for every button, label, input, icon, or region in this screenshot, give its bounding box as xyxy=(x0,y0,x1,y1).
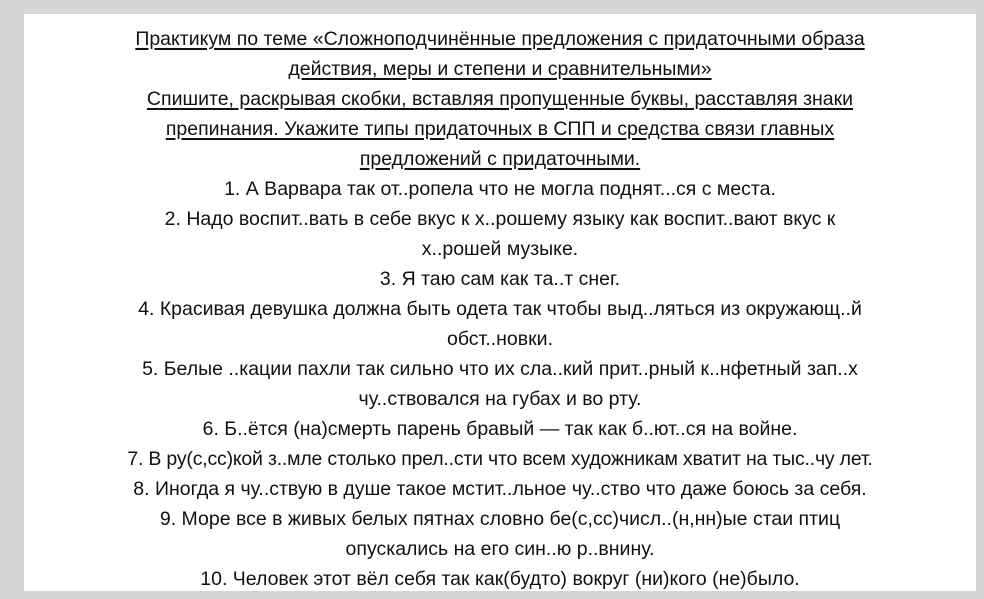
exercise-4-line-1: 4. Красивая девушка должна быть одета так чтобы выд..ляться из окружающ..й xyxy=(138,298,862,320)
exercise-3: 3. Я таю сам как та..т снег. xyxy=(379,268,621,290)
instruction-line-3: предложений с придаточными. xyxy=(359,148,641,170)
exercise-10: 10. Человек этот вёл себя так как(будто) вокруг (ни)кого (не)было. xyxy=(200,568,800,590)
exercise-4-line-2: обст..новки. xyxy=(447,328,553,350)
exercise-2-line-1: 2. Надо воспит..вать в себе вкус к х..рошему языку как воспит..вают вкус к xyxy=(164,208,836,230)
instruction-line-2: препинания. Укажите типы придаточных в СПП и средства связи главных xyxy=(165,118,835,140)
exercise-7: 7. В ру(с,сс)кой з..мле столько прел..сти что всем художникам хватит на тыс..чу лет. xyxy=(127,448,873,470)
exercise-9-line-1: 9. Море все в живых белых пятнах словно бе(с,сс)числ..(н,нн)ые стаи птиц xyxy=(159,508,841,530)
exercise-6: 6. Б..ётся (на)смерть парень бравый — так как б..ют..ся на войне. xyxy=(202,418,798,440)
heading-line-2: действия, меры и степени и сравнительными» xyxy=(288,58,712,80)
exercise-5-line-1: 5. Белые ..кации пахли так сильно что их сла..кий прит..рный к..нфетный зап..х xyxy=(142,358,858,380)
exercise-5-line-2: чу..ствовался на губах и во рту. xyxy=(358,388,642,410)
exercise-1: 1. А Варвара так от..ропела что не могла поднят...ся с места. xyxy=(224,178,776,200)
exercise-8: 8. Иногда я чу..ствую в душе такое мстит..льное чу..ство что даже боюсь за себя. xyxy=(133,478,867,500)
exercise-2-line-2: х..рошей музыке. xyxy=(421,238,579,260)
exercise-9-line-2: опускались на его син..ю р..внину. xyxy=(345,538,655,560)
heading-line-1: Практикум по теме «Сложноподчинённые предложения с придаточными образа xyxy=(135,28,865,50)
document-page xyxy=(24,14,976,591)
instruction-line-1: Спишите, раскрывая скобки, вставляя пропущенные буквы, расставляя знаки xyxy=(146,88,854,110)
